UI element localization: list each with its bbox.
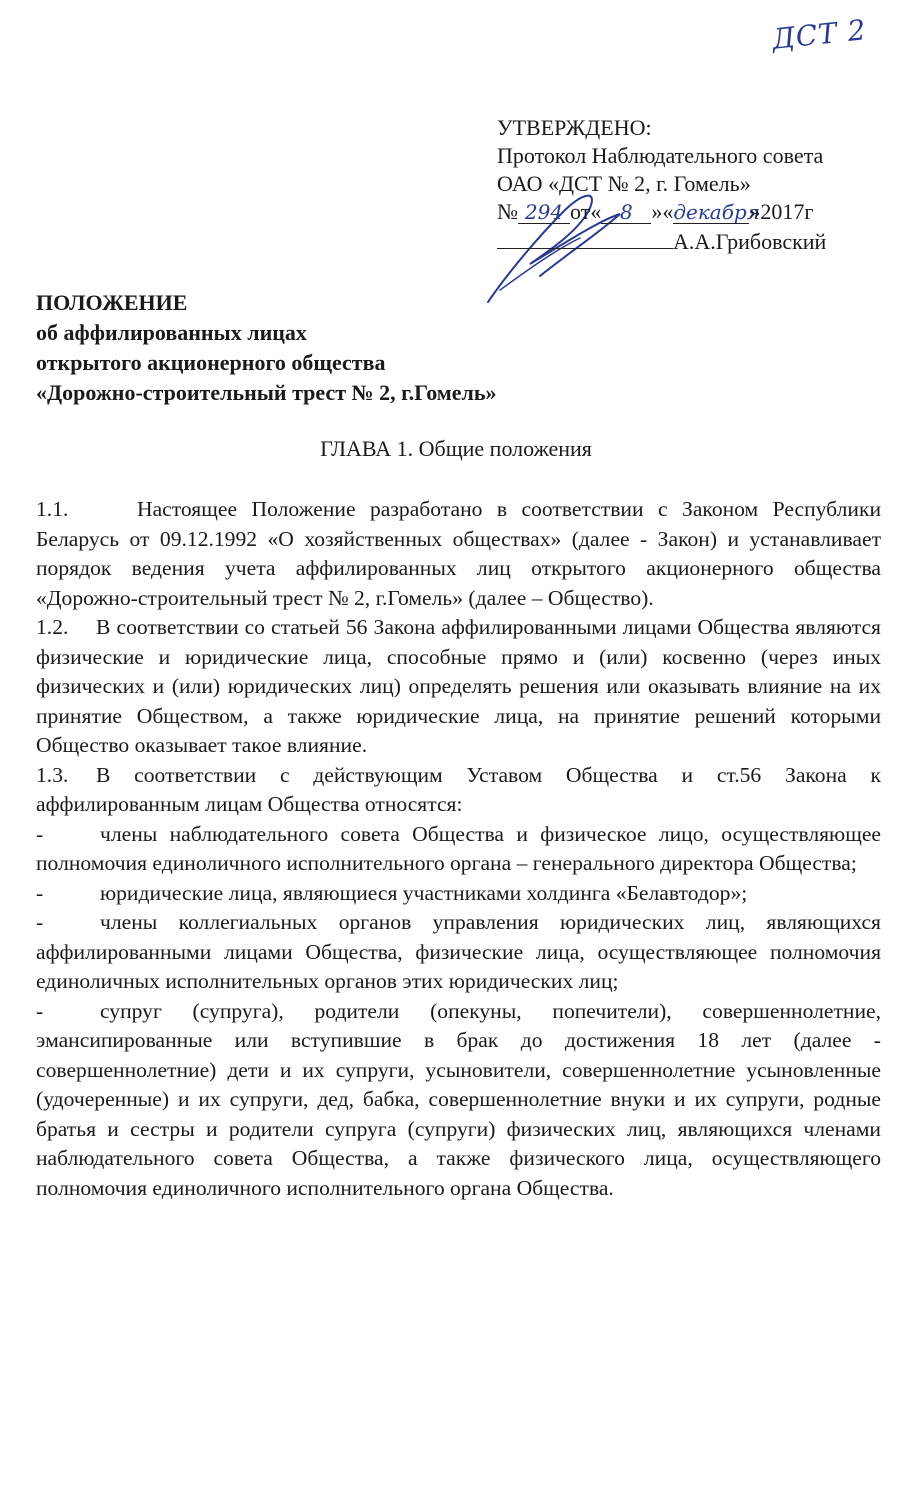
section-1-1 — [36, 495, 881, 613]
number-prefix: № — [497, 199, 518, 224]
document-title — [36, 288, 656, 408]
year-label: »2017г — [749, 199, 814, 224]
title-line-4: «Дорожно-строительный трест № 2, г.Гомель» — [36, 380, 497, 405]
section-text: В соответствии с действующим Уставом Общества и ст.56 Закона к аффилированным лицам Общества относятся: — [36, 762, 881, 816]
document-body — [36, 495, 881, 1203]
day-handwritten: 8 — [601, 201, 651, 224]
chapter-heading: ГЛАВА 1. Общие положения — [320, 436, 592, 461]
section-number: 1.1. — [36, 497, 69, 521]
approval-block — [497, 114, 897, 254]
section-number: 1.2. — [36, 615, 69, 639]
section-1-2 — [36, 613, 881, 761]
list-item — [36, 879, 881, 909]
approval-signatory-line — [497, 226, 897, 254]
approval-company-line: ОАО «ДСТ № 2, г. Гомель» — [497, 171, 751, 196]
section-number: 1.3. — [36, 762, 69, 787]
title-line-1: ПОЛОЖЕНИЕ — [36, 290, 188, 315]
signatory-name: А.А.Грибовский — [673, 229, 827, 254]
list-dash: - — [36, 910, 44, 934]
from-label: от« — [570, 199, 602, 224]
list-dash: - — [36, 880, 44, 905]
handwritten-corner-note: ДСТ 2 — [770, 13, 869, 56]
month-open-quote: »« — [651, 199, 674, 224]
list-item — [36, 997, 881, 1204]
list-dash: - — [36, 821, 44, 846]
list-item-text: члены коллегиальных органов управления юридических лиц, являющихся аффилированными лицами Общества, физические лица, осуществляющее полномочия единоличных исполнительных органов этих юридических лиц; — [36, 910, 881, 993]
list-item-text: супруг (супруга), родители (опекуны, попечители), совершеннолетние, эмансипированные или вступившие в брак до достижения 18 лет (далее - совершеннолетние) дети и их супруги, усыновители, совершеннолетние усыновленные (удочеренные) и их супруги, дед, бабка, совершеннолетние внуки и их супруги, родные братья и сестры и родители супруга (супруги) физических лиц, являющихся членами наблюдательного совета Общества, а также физического лица, осуществляющего полномочия единоличного исполнительного органа Общества. — [36, 998, 881, 1200]
approval-number-date-line — [497, 198, 897, 226]
title-line-2: об аффилированных лицах — [36, 320, 307, 345]
approval-protocol-line: Протокол Наблюдательного совета — [497, 143, 824, 168]
protocol-number-handwritten: 294 — [518, 201, 570, 224]
signature-line — [497, 226, 673, 249]
section-text: В соответствии со статьей 56 Закона аффилированными лицами Общества являются физические и юридические лица, способные прямо и (или) косвенно (через иных физических и (или) юридических лиц) определять решения или оказывать влияние на их принятие Обществом, а также юридические лица, на принятие решений которыми Общество оказывает такое влияние. — [36, 615, 881, 757]
title-line-3: открытого акционерного общества — [36, 350, 386, 375]
section-text: Настоящее Положение разработано в соответствии с Законом Республики Беларусь от 09.12.1992 «О хозяйственных обществах» (далее - Закон) и устанавливает порядок ведения учета аффилированных лиц открытого акционерного общества «Дорожно-строительный трест № 2, г.Гомель» (далее – Общество). — [36, 497, 881, 610]
list-dash: - — [36, 998, 44, 1023]
list-item-text: юридические лица, являющиеся участниками холдинга «Белавтодор»; — [100, 880, 748, 905]
month-handwritten: декабря — [673, 200, 760, 224]
section-1-3 — [36, 761, 881, 820]
approval-heading: УТВЕРЖДЕНО: — [497, 115, 652, 140]
list-item — [36, 820, 881, 879]
list-item — [36, 908, 881, 997]
list-item-text: члены наблюдательного совета Общества и физическое лицо, осуществляющее полномочия единоличного исполнительного органа – генерального директора Общества; — [36, 821, 881, 875]
